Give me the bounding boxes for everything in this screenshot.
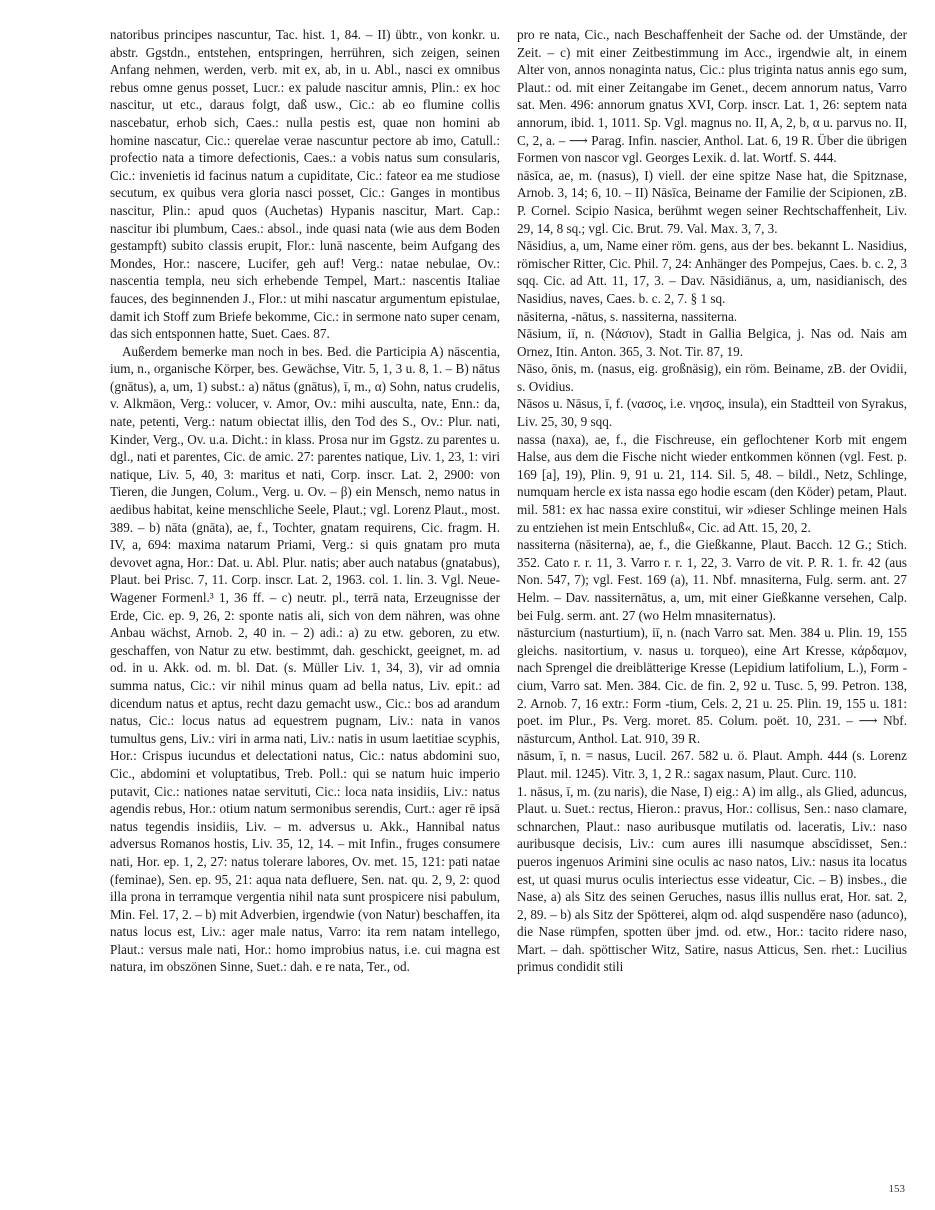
- entry-nasos: Nāsos u. Nāsus, ī, f. (νασος, i.e. νησος, insula), ein Stadtteil von Syrakus, Liv. 25, 30, 9 sqq.: [517, 396, 907, 430]
- right-column: [517, 26, 907, 976]
- entry-paragraph: pro re nata, Cic., nach Beschaffenheit der Sache od. der Umstände, der Zeit. – c) mit einer Zeitbestimmung im Acc., irgendwie alt, in einem Alter von, annos nonaginta natus, Cic.: plus triginta natus annis ego sum, Plaut.: od. mit einer Zeitangabe im Genet., decem annorum natus, Varro sat. Men. 496: annorum gnatus XVI, Corp. inscr. Lat. 1, 26: septem nata annorum, ibid. 1, 1011. Sp. Vgl. magnus no. II, A, 2, b, α u. parvus no. II, C, 2, a. – ⟶ Parag. Infin. nascier, Anthol. Lat. 6, 19 R. Über die übrigen Formen von nascor vgl. Georges Lexik. d. lat. Wortf. S. 444.: [517, 27, 907, 166]
- entry-nassiterna: nassiterna (nāsiterna), ae, f., die Gießkanne, Plaut. Bacch. 12 G.; Stich. 352. Cato r. r. 11, 3. Varro r. r. 1, 22, 3. Varro de vit. P. R. 1. fr. 42 (aus Non. 547, 7); vgl. Fest. 169 (a), 11. Nbf. mnasiterna, Fulg. serm. ant. 27 Helm. – Dav. nassiternātus, a, um, mit einer Gießkanne versehen, Calp. bei Fulg. serm. ant. 27 (wo Helm mnasiternatus).: [517, 537, 907, 623]
- entry-naso: Nāso, ōnis, m. (nasus, eig. großnäsig), ein röm. Beiname, zB. der Ovidii, s. Ovidius.: [517, 361, 907, 394]
- entry-nasium: Nāsium, iī, n. (Νάσιον), Stadt in Gallia Belgica, j. Nas od. Nais am Ornez, Itin. Anton. 365, 3. Not. Tir. 87, 19.: [517, 326, 907, 359]
- entry-nasus: 1. nāsus, ī, m. (zu naris), die Nase, I) eig.: A) im allg., als Glied, aduncus, Plaut. u. Suet.: rectus, Hieron.: pravus, Hor.: collisus, Sen.: naso clamare, schnarchen, Plaut.: naso auribusque mutilatis od. laceratis, Liv.: naso auribusque decisis, Liv.: cum aures illi nasumque abscīdisset, Sen.: pueros ingenuos Arimini sine oculis ac naso natos, Liv.: nasus ita locatus est, ut quasi murus oculis interiectus esse videatur, Cic. – B) insbes., die Nase, a) als Sitz des seinen Geruches, nasus illis nullus erat, Hor. sat. 2, 2, 89. – b) als Sitz der Spötterei, alqm od. alqd suspendĕre naso (adunco), die Nase rümpfen, spotten über jmd. od. etw., Hor.: tacito ridere naso, Mart. – dah. spöttischer Witz, Satire, nasus Atticus, Sen. rhet.: Lucilius primus condidit stili: [517, 783, 907, 975]
- entry-paragraph: natoribus principes nascuntur, Tac. hist. 1, 84. – II) übtr., von konkr. u. abstr. Ggstdn., entstehen, entspringen, herrühren, sich zeigen, seinen Anfang nehmen, werden, verb. mit ex, ab, in u. Abl., nasci ex omnibus rebus omne genus posset, Lucr.: ex palude nascitur amnis, Plin.: ex hoc nascitur, ut etc., daraus folgt, daß usw., Cic.: ab eo flumine collis nascebatur, erhob sich, Caes.: nulla pestis est, quae non homini ab homine nascatur, Cic.: querelae verae nascuntur pectore ab imo, Catull.: profectio nata a timore defectionis, Caes.: a vobis natus sum consularis, Cic.: invenietis id facinus natum a cupiditate, Cic.: fateor ea me studiose secutum, ex quibus vera gloria nasci posset, Cic.: Ganges in montibus nascitur, Plin.: apud quos (Auchetas) Hypanis nascitur, Mart. Cap.: nascitur ibi plumbum, Caes.: absol., inde quasi nata (wie aus dem Boden gestampft) subito classis erupit, Flor.: lunā nascente, beim Aufgang des Mondes, Hor.: nascere, Lucifer, geh auf! Verg.: natae nebulae, Ov.: nascentia templa, neu sich erhebende Tempel, Mart.: nascentis Italiae fauces, des beginnenden J., Flor.: ut mihi nascatur argumentum epistulae, damit ich Stoff zum Briefe bekomme, Cic.: in sermone nato super cenam, das sich entsponnen hatte, Suet. Caes. 87.: [110, 27, 500, 342]
- entry-nassa: nassa (naxa), ae, f., die Fischreuse, ein geflochtener Korb mit engem Halse, aus dem die Fische nicht wieder entkommen können (vgl. Fest. p. 169 [a], 19), Plin. 9, 91 u. 21, 114. Sil. 5, 48. – bildl., Netz, Schlinge, numquam hercle ex ista nassa ego hodie escam (den Köder) petam, Plaut. mil. 581: ex hac nassa exire constitui, wir »dieser Schlinge meinen Hals zu entziehen ist mein Entschluß«, Cic. ad Att. 15, 20, 2.: [517, 431, 907, 535]
- entry-nasturcium: nāsturcium (nasturtium), iī, n. (nach Varro sat. Men. 384 u. Plin. 19, 155 gleichs. nasitortium, v. nasus u. torqueo), eine Art Kresse, κάρδαμον, nach Sprengel die dreiblätterige Kresse (Lepidium latifolium, L.), Form -cium, Varro sat. Men. 384. Cic. de fin. 2, 92 u. Tusc. 5, 99. Petron. 138, 2. Arnob. 7, 16 extr.: Form -tium, Cels. 2, 21 u. 25. Plin. 19, 155 u. 181: poet. im Plur., Ps. Verg. moret. 85. Colum. poët. 10, 231. – ⟶ Nbf. nāsturcum, Anthol. Lat. 910, 39 R.: [517, 625, 907, 746]
- entry-nasica: nāsīca, ae, m. (nasus), I) viell. der eine spitze Nase hat, die Spitznase, Arnob. 3, 14; 6, 10. – II) Nāsīca, Beiname der Familie der Scipionen, zB. P. Cornel. Scipio Nasica, berühmt wegen seiner Rechtschaffenheit, Liv. 29, 14, 8 sq.; vgl. Cic. Brut. 79. Val. Max. 3, 7, 3.: [517, 167, 907, 236]
- page-number: 153: [888, 1183, 905, 1195]
- entry-paragraph: Außerdem bemerke man noch in bes. Bed. die Participia A) nāscentia, ium, n., organische Körper, bes. Gewächse, Vitr. 5, 1, 3 u. 8, 1. – B) nātus (gnātus), a, um, 1) subst.: a) nātus (gnātus), ī, m., α) Sohn, natus crudelis, v. Alkmäon, Verg.: volucer, v. Amor, Ov.: mihi ausculta, nate, Enn.: da, nate, petenti, Verg.: natum obiectat illis, den Tod des S., Ov.: Plur. nati, Kinder, Verg., Ov. u.a. Dicht.: in klass. Prosa nur im Ggstz. zu parentes u. dgl., nati et parentes, Cic. de amic. 27: parentes natique, Liv. 1, 23, 1: viri natique, Liv. 5, 40, 3: maritus et nati, Corp. inscr. Lat. 2, 2900: von Tieren, die Jungen, Colum., Verg. u. Ov. – β) ein Mensch, nemo natus in aedibus habitat, keine menschliche Seele, Plaut.; vgl. Lorenz Plaut., most. 389. – b) nāta (gnāta), ae, f., Tochter, gnatam requirens, Cic. fragm. H. IV, a, 694: maxima natarum Priami, Verg.: si quis gnatam pro muta devovet agna, Hor.: Dat. u. Abl. Plur. natis; aber auch natabus (gnatabus), Plaut. bei Prisc. 7, 11. Corp. inscr. Lat. 2, 1963. col. 1. lin. 3. Vgl. Neue-Wagener Formenl.³ 1, 36 ff. – c) neutr. pl., terrā nata, Erzeugnisse der Erde, Cic. ep. 9, 26, 2: sponte natis ali, sich von dem nähren, was ohne Anbau wächst, Arnob. 2, 40 in. – 2) adi.: a) zu etw. geboren, zu etw. geschaffen, von Natur zu etw. bestimmt, dah. geschickt, geeignet, m. ad od. in u. Akk. od. m. bl. Dat. (s. Müller Liv. 1, 34, 3), vir ad omnia summa natus, Cic.: vir nihil minus quam ad bella natus, Liv. epit.: ad dicendum natus et aptus, recht dazu gemacht usw., Cic.: bos ad arandum natus, Cic.: locus natus ad equestrem pugnam, Liv.: nata in vanos tumultus gens, Liv.: viri in arma nati, Liv.: natis in usum laetitiae scyphis, Hor.: Crispus iucundus et delectationi natus, Cic.: natus abdomini suo, Cic., abdomini et voluptatibus, Treb. Poll.: qui se natum huic imperio putavit, Cic.: nationes natae servituti, Cic.: loca nata insidiis, Liv.: natus agendis rebus, Hor.: otium natum sermonibus serendis, Curt.: ager rē ipsā natus tegendis insidiis, Liv. – m. adversus u. Akk., Hannibal natus adversus Romanos hostis, Liv. 35, 12, 14. – mit Infin., fruges consumere nati, Hor. ep. 1, 2, 27: natus tolerare labores, Ov. met. 15, 121: pati natae (feminae), Sen. ep. 95, 21: aqua nata defluere, Sen. nat. qu. 2, 9, 2: quod illa prona in terramque vergentia nihil nata sunt prospicere nisi pabulum, Min. Fel. 17, 2. – b) mit Adverbien, irgendwie (von Natur) beschaffen, ita natus locus est, Liv.: ager male natus, Varro: ita rem natam intellego, Plaut.: versus male nati, Hor.: homo improbius natus, i.e. cui magna est natura, im obszönen Sinne, Suet.: dah. e re nata, Ter., od.: [110, 343, 500, 975]
- left-column: [110, 26, 500, 976]
- entry-nasiterna: nāsiterna, -nātus, s. nassiterna, nassiterna.: [517, 308, 738, 324]
- entry-nasidius: Nāsidius, a, um, Name einer röm. gens, aus der bes. bekannt L. Nasidius, römischer Ritter, Cic. Phil. 7, 24: Anhänger des Pompejus, Caes. b. c. 2, 3 sqq. Cic. ad Att. 11, 17, 3. – Dav. Nāsidiānus, a, um, nasidianisch, des Nasidius, naves, Caes. b. c. 2, 7. § 1 sq.: [517, 238, 907, 306]
- entry-nasum: nāsum, ī, n. = nasus, Lucil. 267. 582 u. ö. Plaut. Amph. 444 (s. Lorenz Plaut. mil. 1245). Vitr. 3, 1, 2 R.: sagax nasum, Plaut. Curc. 110.: [517, 748, 907, 781]
